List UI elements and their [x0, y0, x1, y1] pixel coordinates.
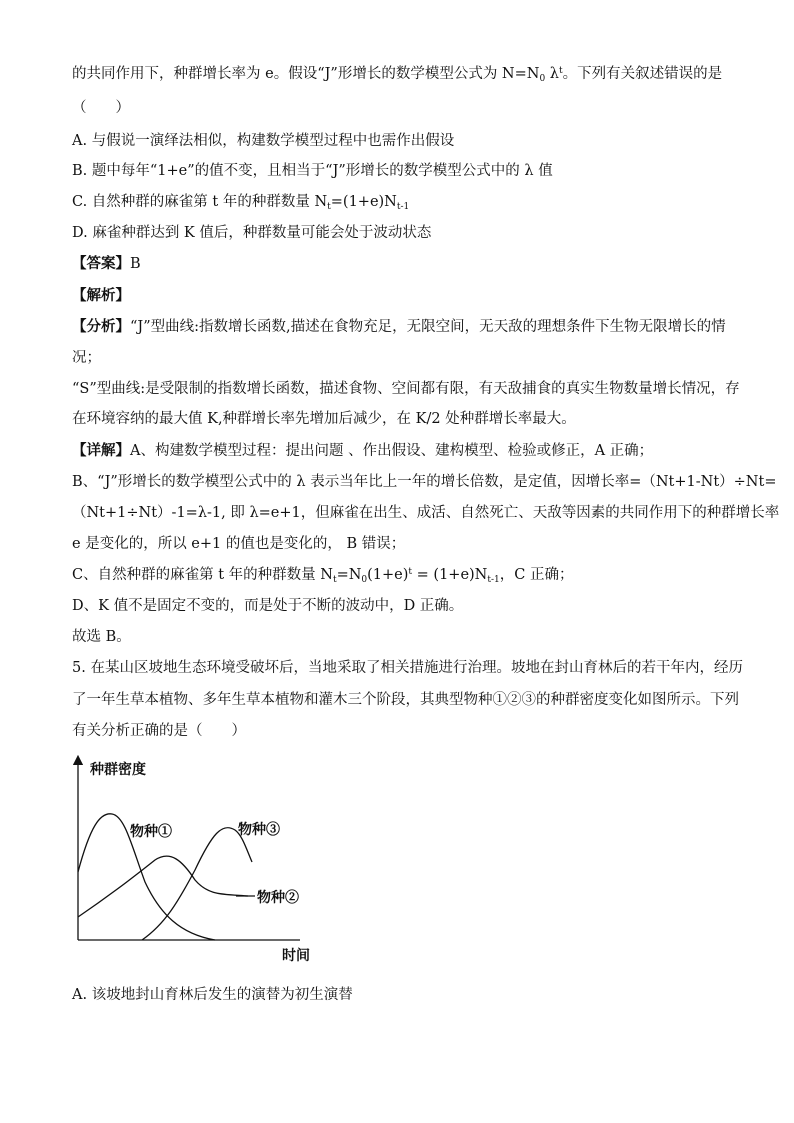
- intro-line-2: （ ）: [72, 100, 130, 116]
- detail-line-1: 【详解】A、构建数学模型过程：提出问题 、作出假设、建构模型、检验或修正，A 正确；: [72, 442, 654, 459]
- answer-value: B: [130, 256, 141, 272]
- fenxi-line-2: 况；: [72, 350, 101, 366]
- detail-line-4: e 是变化的，所以 e+1 的值也是变化的， B 错误；: [72, 536, 406, 552]
- option-a: A. 与假说一演绎法相似，构建数学模型过程中也需作出假设: [72, 133, 455, 149]
- x-axis-label: 时间: [282, 948, 310, 964]
- answer: [72, 254, 141, 274]
- option-c: C. 自然种群的麻雀第 t 年的种群数量 $N_t=(1+e)N_{t-1}$: [72, 194, 410, 212]
- series-2-curve: [78, 856, 248, 917]
- option-d: D. 麻雀种群达到 K 值后，种群数量可能会处于波动状态: [72, 225, 432, 241]
- series-2-label: 物种②: [257, 890, 299, 906]
- answer-label: 【答案】: [72, 255, 130, 272]
- series-3-curve: [142, 828, 252, 940]
- detail-line-2: B、“J”形增长的数学模型公式中的 λ 表示当年比上一年的增长倍数，是定值，因增长率=（Nt+1-Nt）÷Nt=: [72, 474, 777, 490]
- fenxi-line-4: 在环境容纳的最大值 K,种群增长率先增加后减少，在 K/2 处种群增长率最大。: [72, 411, 576, 427]
- q5-line-1: 5. 在某山区坡地生态环境受破坏后，当地采取了相关措施进行治理。坡地在封山育林后的若干年内，经历: [72, 660, 743, 676]
- analysis-label: 【解析】: [72, 287, 130, 304]
- fenxi-line-1: 【分析】“J”型曲线:指数增长函数,描述在食物充足，无限空间，无天敌的理想条件下生物无限增长的情: [72, 318, 726, 335]
- q5-option-a: A. 该坡地封山育林后发生的演替为初生演替: [72, 987, 353, 1003]
- series-1-label: 物种①: [130, 824, 172, 840]
- option-b: B. 题中每年“1+e”的值不变，且相当于“J”形增长的数学模型公式中的 λ 值: [72, 163, 553, 179]
- q5-line-3: 有关分析正确的是（ ）: [72, 723, 246, 739]
- detail-line-5: C、自然种群的麻雀第 t 年的种群数量 $N_t=N_0(1+e)^t = (1+e)N_{t-1}$，C 正确；: [72, 567, 574, 585]
- population-density-chart: [60, 752, 330, 970]
- detail-line-7: 故选 B。: [72, 629, 131, 645]
- q5-line-2: 了一年生草本植物、多年生草本植物和灌木三个阶段，其典型物种①②③的种群密度变化如图所示。下列: [72, 692, 739, 708]
- detail-line-3: （Nt+1÷Nt）-1=λ-1, 即 λ=e+1，但麻雀在出生、成活、自然死亡、天敌等因素的共同作用下的种群增长率: [72, 505, 780, 521]
- series-3-label: 物种③: [238, 822, 280, 838]
- detail-line-6: D、K 值不是固定不变的，而是处于不断的波动中，D 正确。: [72, 598, 464, 614]
- fenxi-line-3: “S”型曲线:是受限制的指数增长函数，描述食物、空间都有限，有天敌捕食的真实生物数量增长情况，存: [72, 381, 740, 397]
- intro-line-1: 的共同作用下，种群增长率为 e。假设“J”形增长的数学模型公式为 $N=N_0$ $\lambda^t$。下列有关叙述错误的是: [72, 66, 723, 84]
- y-axis-label: 种群密度: [90, 762, 146, 778]
